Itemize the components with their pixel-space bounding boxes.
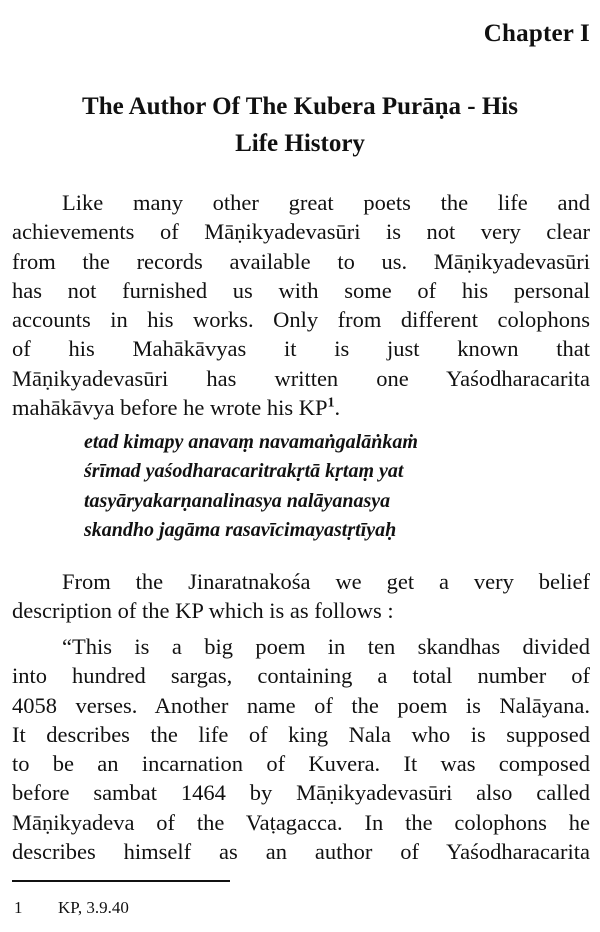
paragraph-3-line: before sambat 1464 by Māṇikyadevasūri also called — [12, 780, 590, 806]
paragraph-3-line: It describes the life of king Nala who is supposed — [12, 721, 590, 747]
paragraph-1-line: from the records available to us. Māṇikyadevasūri — [12, 248, 590, 274]
paragraph-2-line: description of the KP which is as follows : — [12, 598, 394, 624]
footnote-number: 1 — [14, 898, 23, 917]
footnote-divider — [12, 880, 230, 882]
footnote-text: KP, 3.9.40 — [58, 898, 129, 917]
paragraph-1 — [12, 188, 590, 422]
paragraph-1-line: Māṇikyadevasūri has written one Yaśodharacarita — [12, 365, 590, 391]
sanskrit-verse — [84, 428, 418, 545]
paragraph-1-line: of his Mahākāvyas it is just known that — [12, 336, 590, 362]
paragraph-3-line: 4058 verses. Another name of the poem is Nalāyana. — [12, 692, 590, 718]
footnote — [14, 898, 129, 918]
chapter-title-line-2: Life History — [235, 130, 365, 157]
paragraph-1-line: Like many other great poets the life and — [62, 190, 590, 215]
paragraph-3 — [12, 632, 590, 866]
chapter-heading: Chapter I — [483, 20, 590, 47]
paragraph-3-line: “This is a big poem in ten skandhas divided — [62, 634, 590, 659]
paragraph-3-line: into hundred sargas, containing a total number of — [12, 663, 590, 689]
verse-line: etad kimapy anavaṃ navamaṅgalāṅkaṁ — [84, 431, 418, 453]
paragraph-1-line: accounts in his works. Only from different colophons — [12, 307, 590, 333]
verse-line: śrīmad yaśodharacaritrakṛtā kṛtaṃ yat — [84, 460, 404, 483]
chapter-title-line-1: The Author Of The Kubera Purāṇa - His — [82, 93, 518, 120]
paragraph-3-line: to be an incarnation of Kuvera. It was composed — [12, 751, 590, 777]
paragraph-1-end-punctuation: . — [334, 395, 341, 421]
paragraph-1-last-line — [12, 393, 590, 422]
paragraph-3-line: describes himself as an author of Yaśodharacarita — [12, 839, 590, 865]
paragraph-1-line-text: mahākāvya before he wrote his KP — [12, 395, 328, 421]
chapter-title — [20, 88, 580, 162]
paragraph-1-line: has not furnished us with some of his personal — [12, 277, 590, 303]
verse-line: skandho jagāma rasavīcimayastṛtīyaḥ — [84, 518, 397, 541]
paragraph-2-line: From the Jinaratnakośa we get a very belief — [62, 569, 590, 594]
paragraph-3-line: Māṇikyadeva of the Vaṭagacca. In the colophons he — [12, 809, 590, 835]
footnote-reference[interactable]: 1 — [327, 395, 335, 411]
verse-line: tasyāryakarṇanalinasya nalāyanasya — [84, 489, 391, 512]
paragraph-1-line: achievements of Māṇikyadevasūri is not very clear — [12, 219, 590, 245]
paragraph-2 — [12, 567, 590, 626]
